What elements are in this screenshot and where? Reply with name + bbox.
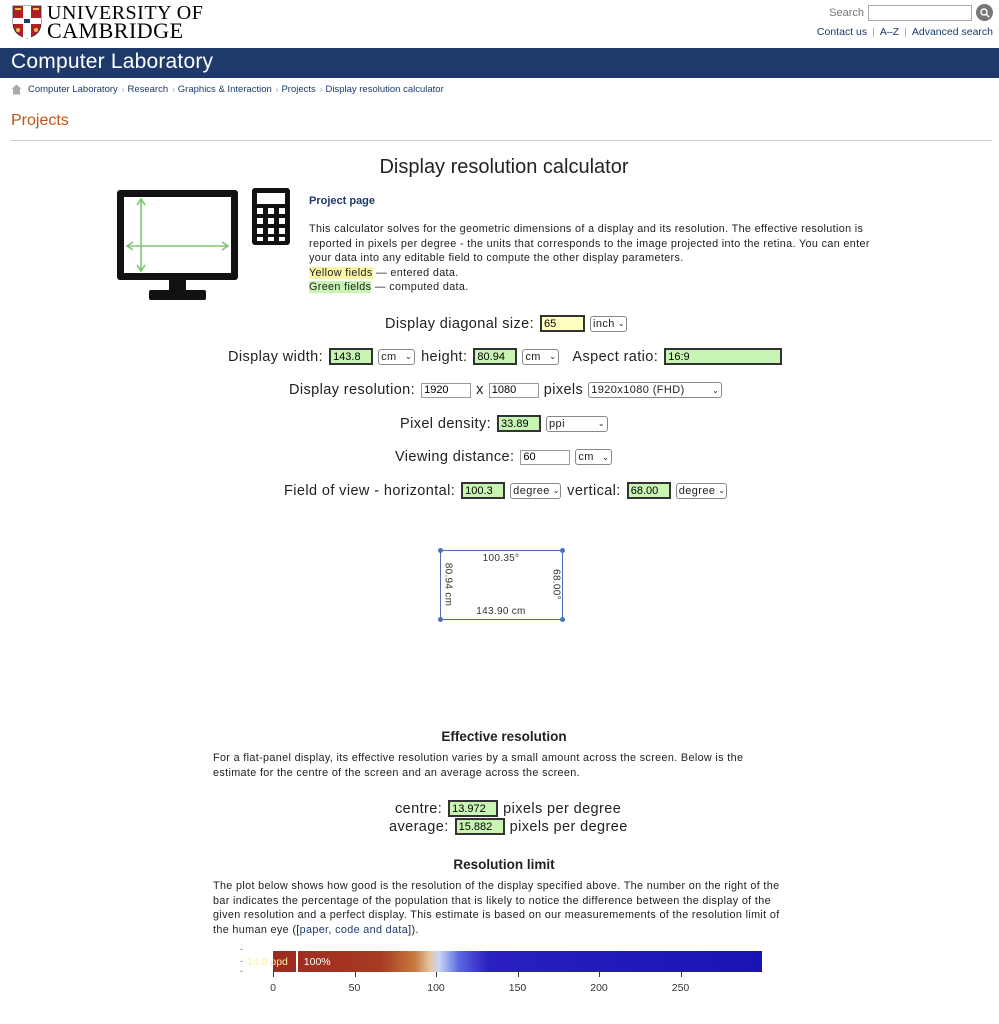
chevron-down-icon: ⌄	[718, 486, 726, 495]
viewing-distance-row	[395, 449, 612, 465]
fov-vertical-label: vertical:	[567, 482, 621, 499]
green-fields-label: Green fields	[309, 281, 372, 294]
pixels-label: pixels	[543, 382, 584, 398]
fov-top-label: 100.35°	[482, 553, 520, 564]
fov-horizontal-input[interactable]	[461, 482, 505, 499]
resolution-limit-text: The plot below shows how good is the resolution of the display specified above. The number on the right of the bar indicates the percentage of the population that is likely to notice the difference between the display of the given resolution and a perfect display. This estimate is based on our measuremements of the resolution limit of the human eye ([paper, code and data]).	[213, 880, 780, 936]
fov-bottom-label: 143.90 cm	[476, 606, 526, 617]
page-title: Display resolution calculator	[379, 156, 629, 178]
times-symbol: x	[476, 382, 484, 398]
density-input[interactable]	[497, 415, 541, 432]
chevron-down-icon: ⌄	[617, 319, 625, 328]
viewing-distance-input[interactable]	[520, 450, 570, 465]
axis-tick	[273, 972, 274, 977]
paper-link[interactable]: paper	[299, 923, 329, 936]
breadcrumb	[11, 84, 444, 95]
fov-horizontal-label: Field of view - horizontal:	[284, 482, 456, 499]
average-input[interactable]	[455, 818, 505, 835]
effective-resolution-heading: Effective resolution	[441, 729, 567, 744]
axis-tick	[518, 972, 519, 977]
green-fields-desc: — computed data.	[371, 281, 469, 294]
fov-vertical-unit-select[interactable]: degree ⌄	[676, 483, 727, 499]
percentage-label: 100%	[303, 956, 331, 968]
intro-paragraph: This calculator solves for the geometric dimensions of a display and its resolution. The effective resolution is reported in pixels per degree - the units that corresponds to the image projected into the retina. You can enter your data into any editable field to compute the other display parameters.	[309, 223, 870, 265]
chevron-right-icon: ›	[319, 85, 323, 94]
fov-horizontal-unit-select[interactable]: degree ⌄	[510, 483, 561, 499]
average-row	[389, 818, 628, 835]
fov-left-label: 80.94 cm	[442, 562, 454, 607]
centre-label: centre:	[395, 800, 443, 817]
search-input[interactable]	[868, 5, 972, 21]
breadcrumb-projects[interactable]: Projects	[281, 84, 316, 95]
aspect-input[interactable]	[664, 348, 782, 365]
axis-tick	[436, 972, 437, 977]
height-unit-select[interactable]: cm ⌄	[522, 349, 559, 365]
yellow-fields-label: Yellow fields	[309, 266, 373, 279]
section-title: Projects	[11, 112, 69, 129]
diagonal-row	[385, 315, 627, 332]
axis-tick-label: 150	[508, 982, 527, 994]
resolution-bar	[273, 951, 762, 972]
resolution-label: Display resolution:	[289, 382, 416, 398]
density-unit-select[interactable]: ppi ⌄	[546, 416, 608, 432]
a-z-link[interactable]: A–Z	[879, 26, 900, 38]
intro-text	[309, 222, 889, 295]
x-axis	[270, 972, 762, 1002]
yellow-fields-desc: — entered data.	[372, 266, 459, 279]
resolution-row	[289, 382, 722, 398]
project-page-link[interactable]: Project page	[309, 195, 376, 207]
diagonal-input[interactable]	[540, 315, 585, 332]
corner-handle	[560, 617, 565, 622]
width-label: Display width:	[228, 348, 324, 365]
dimensions-row	[228, 348, 782, 365]
contact-us-link[interactable]: Contact us	[816, 26, 868, 38]
breadcrumb-current[interactable]: Display resolution calculator	[325, 84, 444, 95]
search-icon	[980, 8, 990, 18]
banner-title[interactable]: Computer Laboratory	[11, 50, 214, 73]
resolution-preset-select[interactable]: 1920x1080 (FHD) ⌄	[588, 382, 722, 398]
diagonal-unit-select[interactable]: inch ⌄	[590, 316, 627, 332]
height-label: height:	[421, 348, 468, 365]
fov-right-label: 68.00°	[550, 569, 562, 600]
axis-tick-label: 0	[270, 982, 276, 994]
university-logo[interactable]	[12, 2, 204, 43]
logo-line2: CAMBRIDGE	[47, 18, 184, 43]
top-links: Contact us | A–Z | Advanced search	[816, 26, 993, 38]
divider	[11, 140, 992, 141]
axis-tick	[355, 972, 356, 977]
chevron-down-icon: ⌄	[404, 352, 413, 361]
chevron-right-icon: ›	[121, 85, 125, 94]
centre-unit: pixels per degree	[503, 800, 622, 817]
corner-handle	[438, 617, 443, 622]
fov-row	[284, 482, 727, 499]
crest-icon	[12, 5, 42, 39]
home-icon[interactable]	[11, 84, 22, 95]
centre-row	[395, 800, 621, 817]
search-area	[829, 4, 993, 21]
axis-tick-label: 50	[348, 982, 361, 994]
resolution-height-input[interactable]	[489, 383, 539, 398]
fov-vertical-input[interactable]	[627, 482, 671, 499]
height-input[interactable]	[473, 348, 517, 365]
logo-line1: UNIVERSITY OF	[47, 2, 204, 24]
density-row	[400, 415, 608, 432]
code-data-link[interactable]: code and data	[335, 923, 409, 936]
average-label: average:	[389, 818, 449, 835]
viewing-distance-label: Viewing distance:	[395, 449, 515, 465]
axis-tick-label: 200	[590, 982, 608, 994]
resolution-width-input[interactable]	[421, 383, 471, 398]
chevron-right-icon: ›	[275, 85, 279, 94]
search-button[interactable]	[976, 4, 993, 21]
density-label: Pixel density:	[400, 415, 492, 432]
axis-tick-label: 100	[427, 982, 445, 994]
fov-diagram	[440, 550, 563, 620]
search-label: Search	[829, 6, 864, 19]
resolution-limit-heading: Resolution limit	[453, 857, 555, 872]
ppd-marker	[296, 951, 298, 972]
effective-resolution-text: For a flat-panel display, its effective resolution varies by a small amount across the screen. Below is the estimate for the centre of the screen and an average across the screen.	[213, 752, 744, 779]
width-input[interactable]	[329, 348, 373, 365]
width-unit-select[interactable]: cm ⌄	[378, 349, 415, 365]
breadcrumb-graphics-interaction[interactable]: Graphics & Interaction	[177, 84, 272, 95]
axis-tick-label: 250	[671, 982, 690, 994]
chevron-down-icon: ⌄	[712, 385, 720, 395]
monitor-icon	[115, 188, 240, 302]
aspect-label: Aspect ratio:	[572, 348, 659, 365]
chevron-down-icon: ⌄	[552, 486, 560, 495]
calculator-icon	[252, 188, 290, 245]
breadcrumb-computer-laboratory[interactable]: Computer Laboratory	[28, 84, 118, 95]
chevron-down-icon: ⌄	[597, 419, 606, 428]
top-bar	[0, 0, 999, 48]
centre-input[interactable]	[448, 800, 498, 817]
chevron-down-icon: ⌄	[549, 352, 557, 361]
ppd-label: 14.0 ppd	[247, 956, 288, 968]
axis-tick	[681, 972, 682, 977]
chevron-right-icon: ›	[172, 85, 175, 94]
department-banner	[0, 48, 999, 78]
breadcrumb-research[interactable]: Research	[127, 84, 169, 95]
average-unit: pixels per degree	[509, 818, 628, 835]
diagonal-label: Display diagonal size:	[385, 315, 535, 332]
axis-tick	[599, 972, 600, 977]
chevron-down-icon: ⌄	[602, 452, 610, 462]
viewing-distance-unit-select[interactable]: cm ⌄	[575, 449, 612, 465]
advanced-search-link[interactable]: Advanced search	[911, 26, 993, 38]
